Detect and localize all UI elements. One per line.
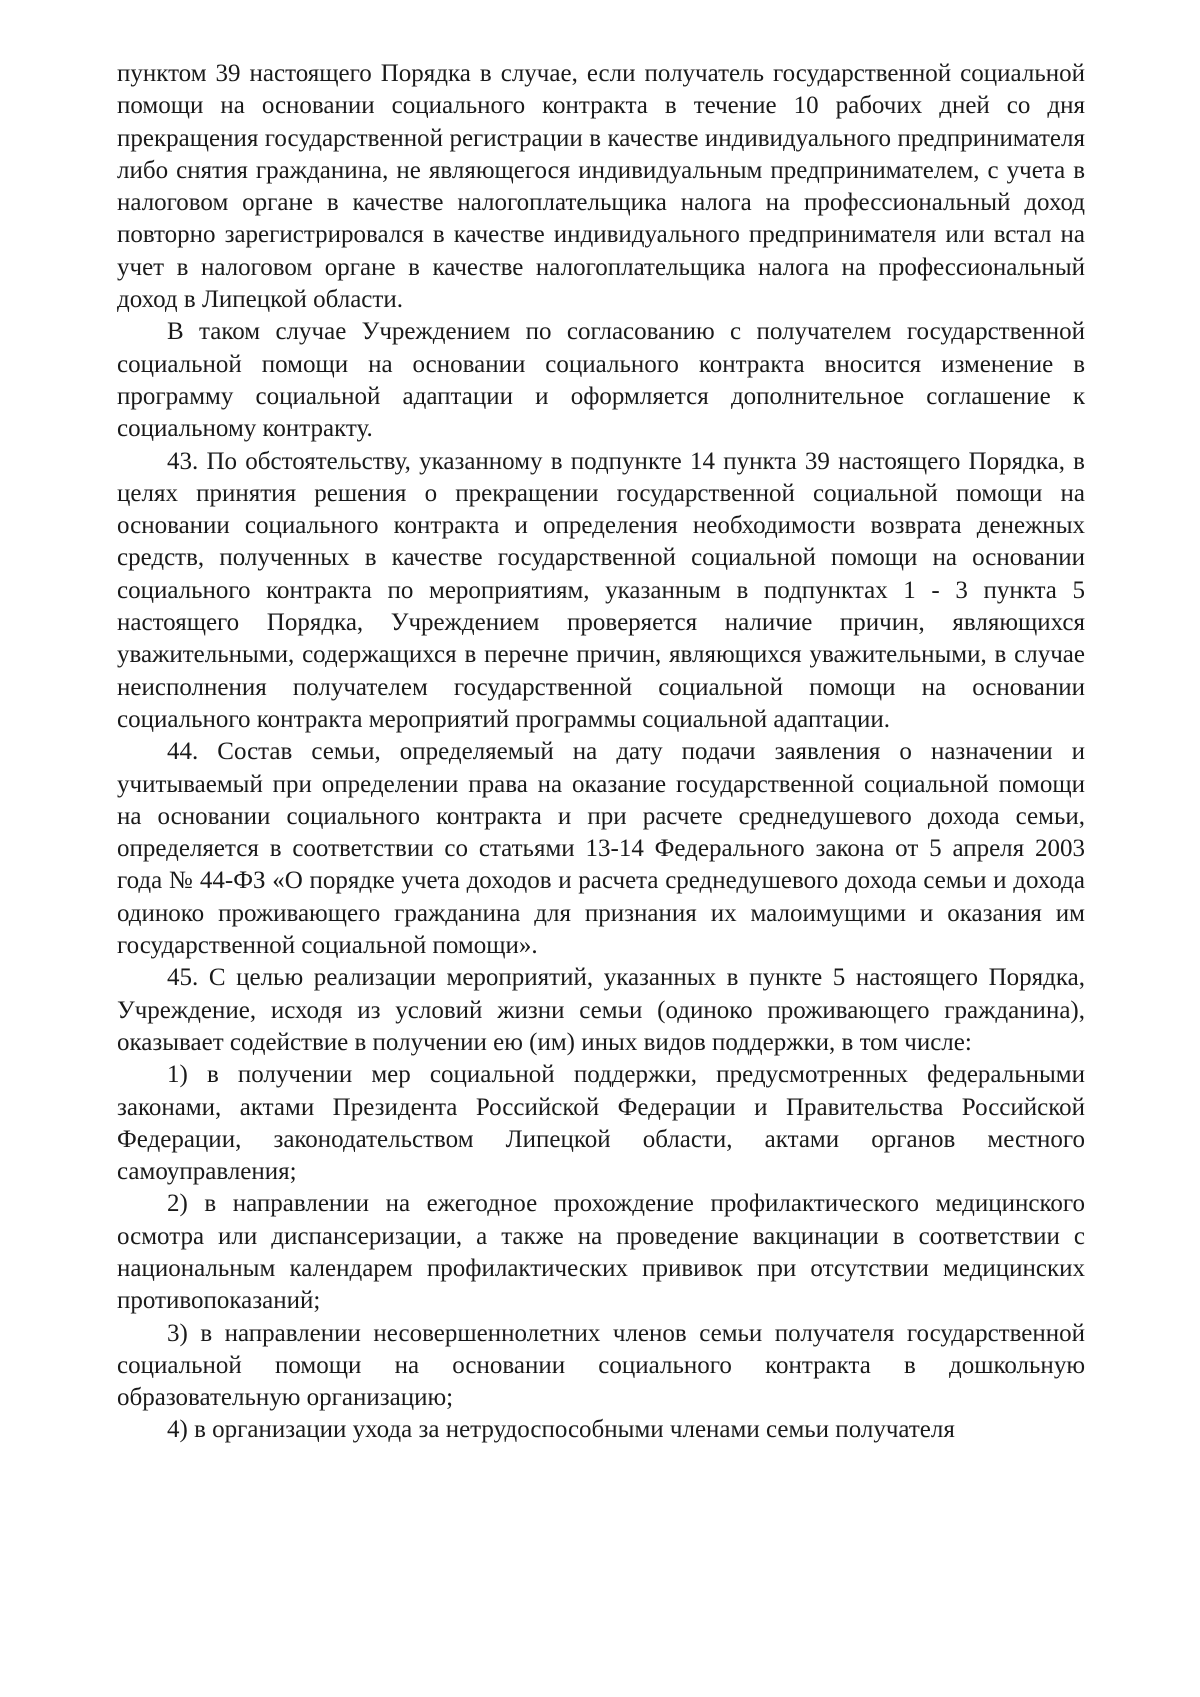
- paragraph-continuation-clause-42: пунктом 39 настоящего Порядка в случае, если получатель государственной социальной помощи на основании социального контракта в течение 10 рабочих дней со дня прекращения государственной регистрации в качестве индивидуального предпринимателя либо снятия гражданина, не являющегося индивидуальным предпринимателем, с учета в налоговом органе в качестве налогоплательщика налога на профессиональный доход повторно зарегистрировался в качестве индивидуального предпринимателя или встал на учет в налоговом органе в качестве налогоплательщика налога на профессиональный доход в Липецкой области.: [117, 60, 1085, 314]
- paragraph-clause-44: 44. Состав семьи, определяемый на дату подачи заявления о назначении и учитываемый при определении права на оказание государственной социальной помощи на основании социального контракта и при расчете среднедушевого дохода семьи, определяется в соответствии со статьями 13-14 Федерального закона от 5 апреля 2003 года № 44-ФЗ «О порядке учета доходов и расчета среднедушевого дохода семьи и дохода одиноко проживающего гражданина для признания их малоимущими и оказания им государственной социальной помощи».: [117, 738, 1085, 960]
- list-item-45-2: 2) в направлении на ежегодное прохождение профилактического медицинского осмотра или диспансеризации, а также на проведение вакцинации в соответствии с национальным календарем профилактических прививок при отсутствии медицинских противопоказаний;: [117, 1190, 1085, 1315]
- list-item-45-4: 4) в организации ухода за нетрудоспособными членами семьи получателя: [167, 1416, 955, 1444]
- document-body: [117, 58, 1085, 1447]
- list-item-45-3: 3) в направлении несовершеннолетних членов семьи получателя государственной социальной помощи на основании социального контракта в дошкольную образовательную организацию;: [117, 1319, 1085, 1412]
- paragraph-amendment-note: В таком случае Учреждением по согласованию с получателем государственной социальной помощи на основании социального контракта вносится изменение в программу социальной адаптации и оформляется дополнительное соглашение к социальному контракту.: [117, 318, 1085, 443]
- list-item-45-1: 1) в получении мер социальной поддержки, предусмотренных федеральными законами, актами Президента Российской Федерации и Правительства Российской Федерации, законодательством Липецкой области, актами органов местного самоуправления;: [117, 1061, 1085, 1186]
- paragraph-clause-45: 45. С целью реализации мероприятий, указанных в пункте 5 настоящего Порядка, Учреждение, исходя из условий жизни семьи (одиноко проживающего гражданина), оказывает содействие в получении ею (им) иных видов поддержки, в том числе:: [117, 964, 1085, 1056]
- paragraph-clause-43: 43. По обстоятельству, указанному в подпункте 14 пункта 39 настоящего Порядка, в целях принятия решения о прекращении государственной социальной помощи на основании социального контракта и определения необходимости возврата денежных средств, полученных в качестве государственной социальной помощи на основании социального контракта по мероприятиям, указанным в подпунктах 1 - 3 пункта 5 настоящего Порядка, Учреждением проверяется наличие причин, являющихся уважительными, содержащихся в перечне причин, являющихся уважительными, в случае неисполнения получателем государственной социальной помощи на основании социального контракта мероприятий программы социальной адаптации.: [117, 447, 1085, 733]
